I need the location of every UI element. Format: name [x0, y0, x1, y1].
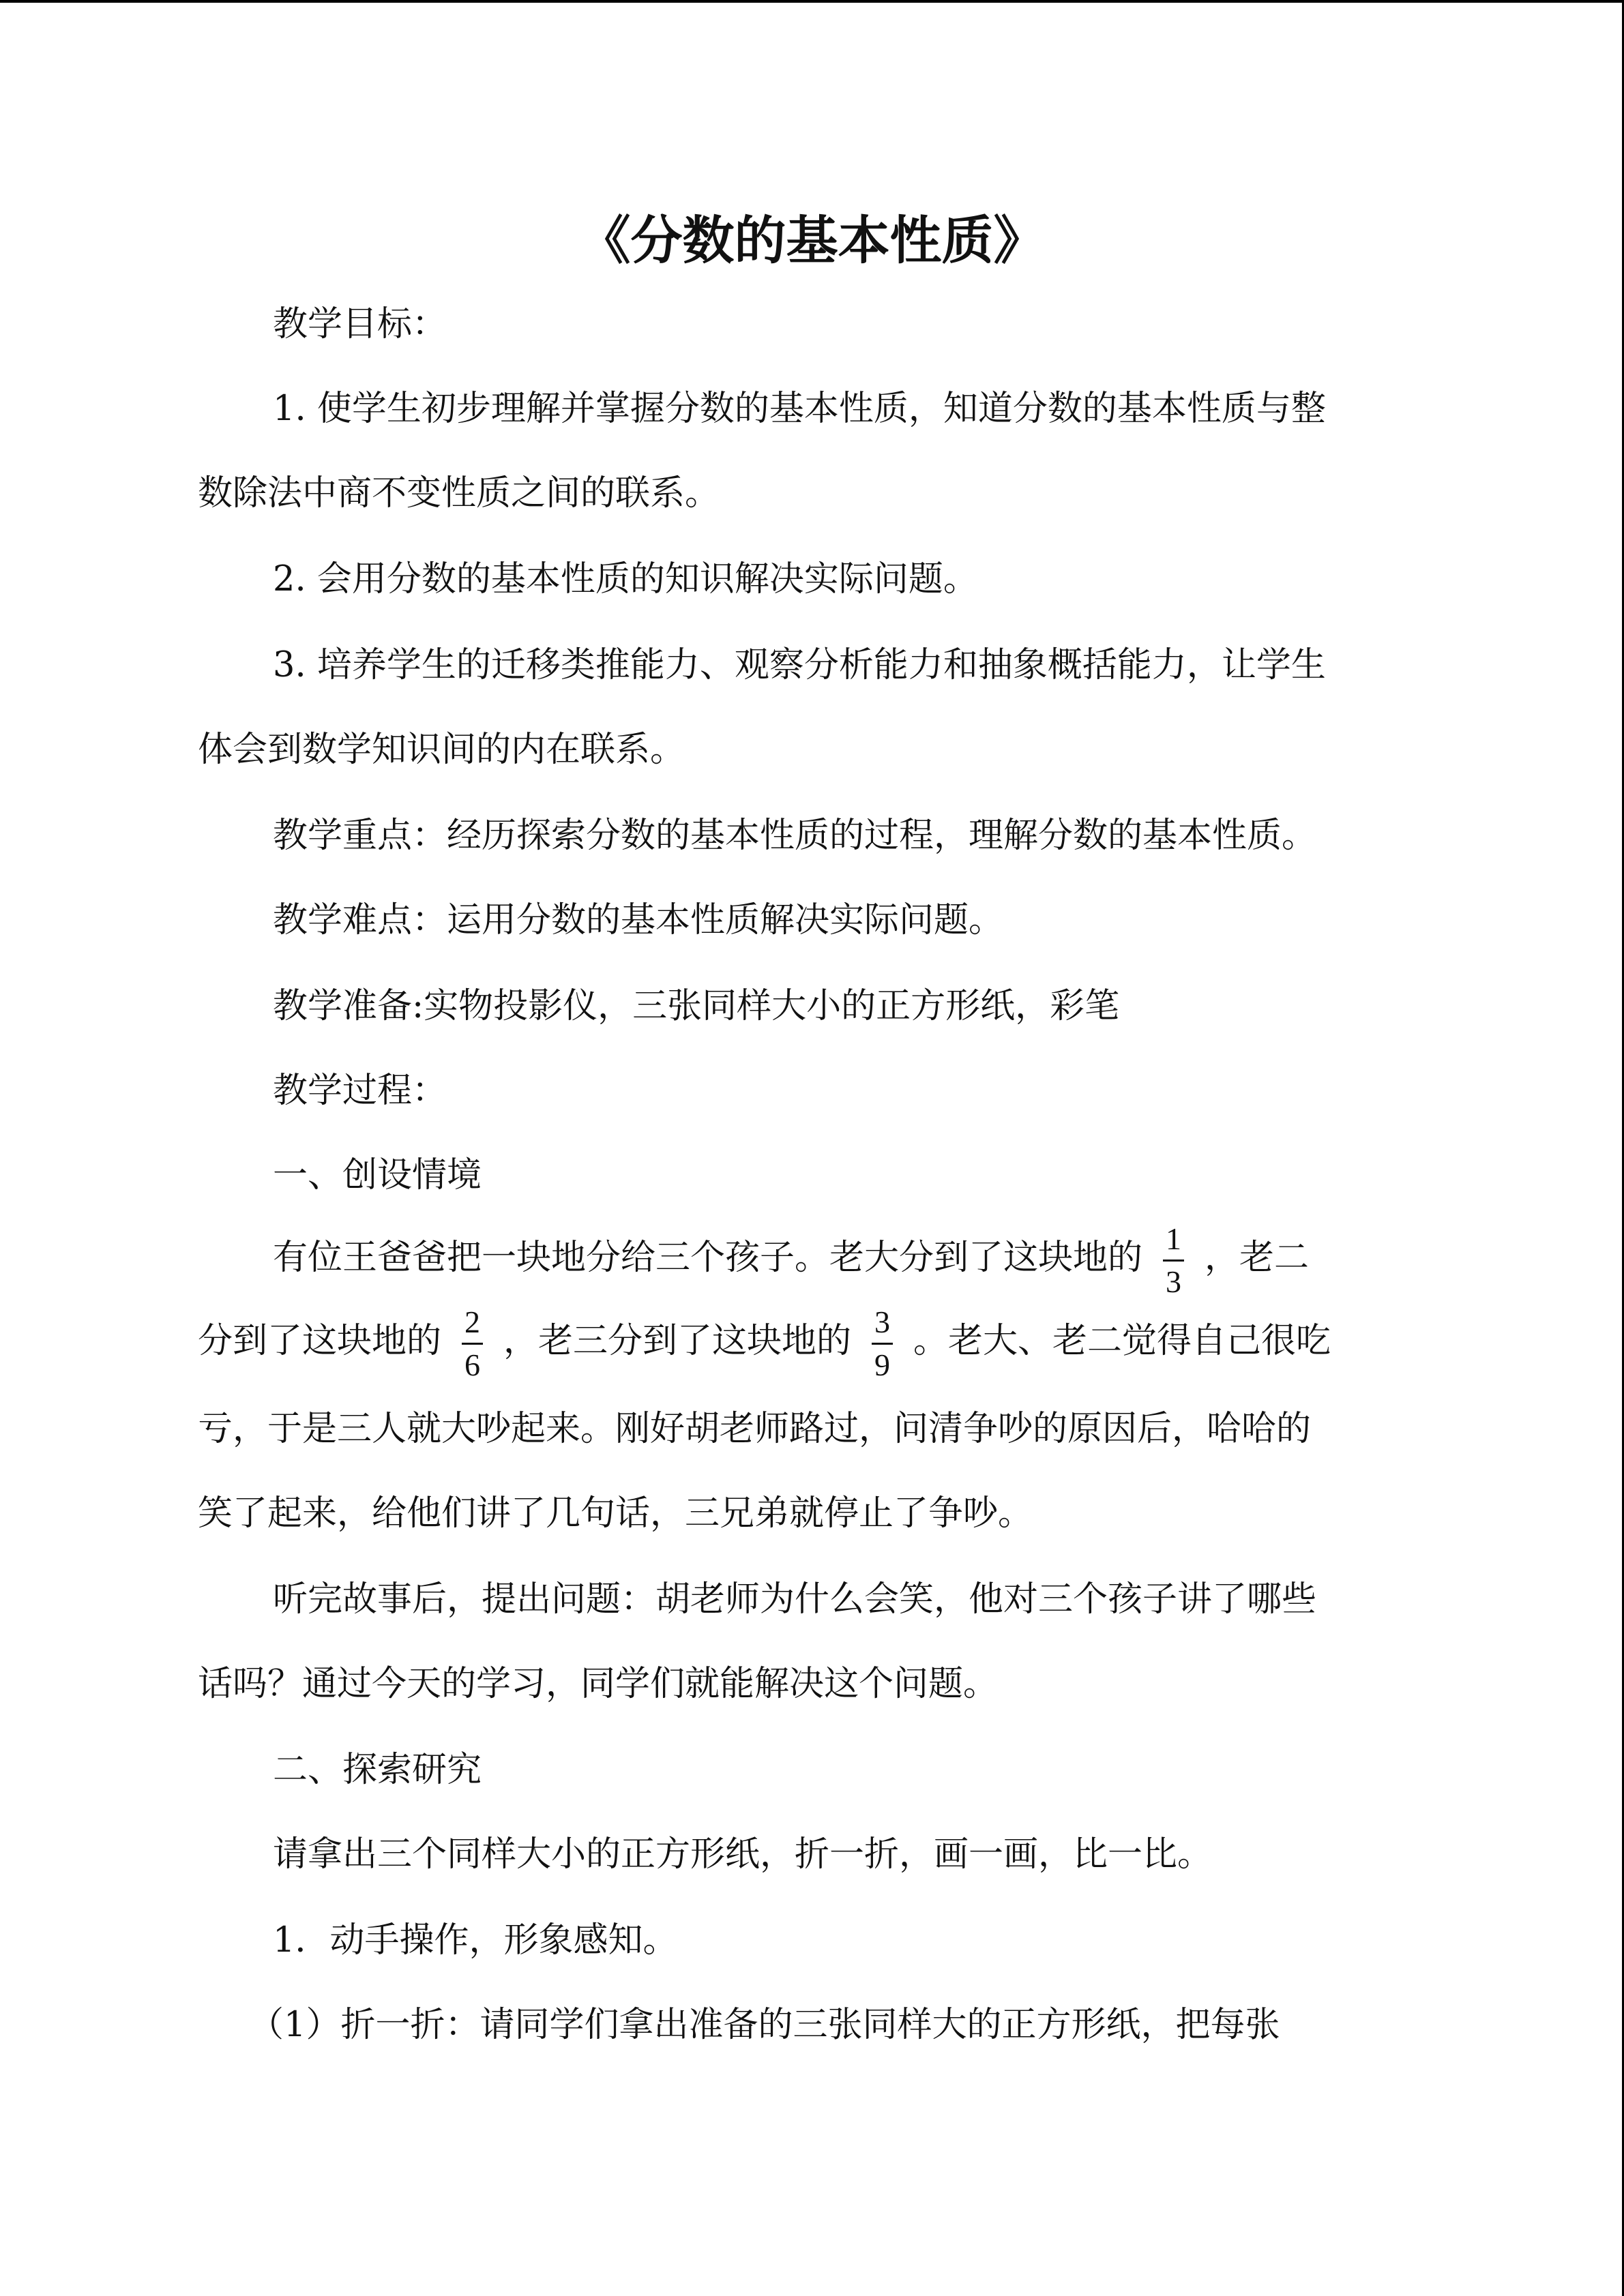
story-line-2-text: 分到了这块地的 — [198, 1321, 442, 1361]
fraction-two-sixths — [462, 1304, 483, 1383]
objective-3-line-1: 3. 培养学生的迁移类推能力、观察分析能力和抽象概括能力，让学生 — [273, 645, 1326, 685]
instruction: 请拿出三个同样大小的正方形纸，折一折，画一画，比一比。 — [273, 1834, 1213, 1875]
fraction-three-ninths — [872, 1304, 893, 1383]
process-heading: 教学过程： — [273, 1071, 447, 1111]
story-line-3: 亏，于是三人就大吵起来。刚好胡老师路过，问清争吵的原因后，哈哈的 — [198, 1409, 1312, 1449]
objective-1-line-2: 数除法中商不变性质之间的联系。 — [198, 473, 720, 513]
fraction-numerator: 2 — [462, 1304, 483, 1345]
section-1-heading: 一、创设情境 — [273, 1155, 482, 1195]
story-line-4: 笑了起来，给他们讲了几句话，三兄弟就停止了争吵。 — [198, 1493, 1033, 1534]
story-line-1-text: 有位王爸爸把一块地分给三个孩子。老大分到了这块地的 — [273, 1238, 1143, 1278]
fraction-numerator: 1 — [1163, 1221, 1184, 1262]
story-line-2-mid: ，老三分到了这块地的 — [503, 1321, 852, 1361]
story-line-2 — [198, 1304, 1331, 1383]
step-1-1: （1）折一折：请同学们拿出准备的三张同样大的正方形纸，把每张 — [249, 2005, 1280, 2045]
fraction-denominator: 9 — [874, 1347, 891, 1382]
story-line-1-tail: ，老二 — [1205, 1238, 1310, 1278]
fraction-denominator: 3 — [1166, 1264, 1182, 1299]
section-2-heading: 二、探索研究 — [273, 1750, 482, 1790]
objective-2: 2. 会用分数的基本性质的知识解决实际问题。 — [273, 559, 978, 599]
story-line-1 — [273, 1221, 1309, 1300]
difficulty: 教学难点：运用分数的基本性质解决实际问题。 — [273, 900, 1004, 940]
question-line-1: 听完故事后，提出问题：胡老师为什么会笑，他对三个孩子讲了哪些 — [273, 1579, 1317, 1620]
step-1: 1．动手操作，形象感知。 — [273, 1920, 678, 1960]
objective-1-line-1: 1. 使学生初步理解并掌握分数的基本性质，知道分数的基本性质与整 — [273, 389, 1326, 429]
objectives-heading: 教学目标： — [273, 304, 447, 344]
preparation: 教学准备:实物投影仪，三张同样大小的正方形纸，彩笔 — [273, 986, 1120, 1026]
fraction-numerator: 3 — [872, 1304, 893, 1345]
fraction-denominator: 6 — [464, 1347, 481, 1382]
key-point: 教学重点：经历探索分数的基本性质的过程，理解分数的基本性质。 — [273, 816, 1317, 856]
question-line-2: 话吗？通过今天的学习，同学们就能解决这个问题。 — [198, 1664, 999, 1704]
fraction-one-third — [1163, 1221, 1184, 1300]
story-line-2-tail: 。老大、老二觉得自己很吃 — [913, 1321, 1331, 1361]
objective-3-line-2: 体会到数学知识间的内在联系。 — [198, 730, 685, 770]
document-title: 《分数的基本性质》 — [578, 210, 1046, 271]
